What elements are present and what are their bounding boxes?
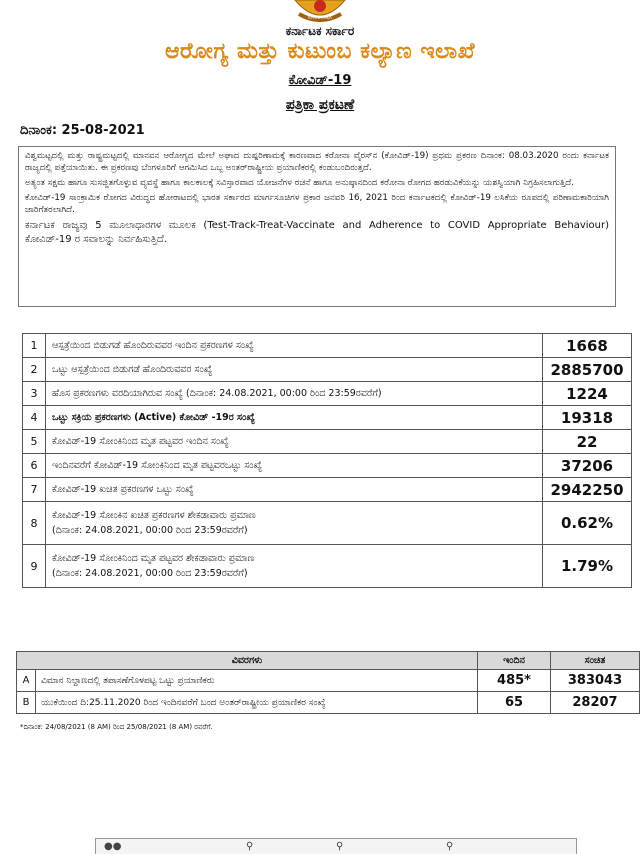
row-value: 19318 [543, 406, 632, 430]
table-row [23, 478, 632, 502]
table-row [23, 382, 632, 406]
row-value: 0.62% [543, 502, 632, 545]
covid-statistics-table [22, 333, 632, 588]
today-header: ಇಂದಿನ [478, 652, 551, 670]
traveller-table [16, 651, 640, 714]
row-label: ಒಟ್ಟು ಆಸ್ಪತ್ರೆಯಿಂದ ಬಿಡುಗಡೆ ಹೊಂದಿರುವವರ ಸಂಖ್ಯೆ [46, 358, 543, 382]
table-header-row [17, 652, 640, 670]
intro-paragraph-4: ಕರ್ನಾಟಕ ರಾಜ್ಯವು 5 ಮೂಲಾಧಾರಗಳ ಮೂಲಕ (Test-Track-Treat-Vaccinate and Adherence to COVID Appropriate Behaviour) ಕೋವಿಡ್-19 ರ ಸವಾಲನ್ನು ನಿರ್ವಹಿಸುತ್ತಿದೆ. [25, 220, 609, 245]
table-row [23, 454, 632, 478]
figure-icon: ⚲ [336, 841, 344, 852]
row-value: 2885700 [543, 358, 632, 382]
government-name: ಕರ್ನಾಟಕ ಸರ್ಕಾರ [285, 24, 355, 38]
row-number: 6 [23, 454, 46, 478]
row-value: 1224 [543, 382, 632, 406]
footer-banner-partial [95, 838, 577, 854]
row-value: 2942250 [543, 478, 632, 502]
intro-paragraph-3: ಕೋವಿಡ್-19 ಸಾಂಕ್ರಾಮಿಕ ರೋಗದ ವಿರುದ್ಧದ ಹೋರಾಟದಲ್ಲಿ ಭಾರತ ಸರ್ಕಾರದ ಮಾರ್ಗಸೂಚಿಗಳ ಪ್ರಕಾರ ಜನವರಿ 16, 2021 ರಿಂದ ಕರ್ನಾಟಕದಲ್ಲಿ ಕೋವಿಡ್-19 ಲಸಿಕೆಯ ರೂಪದಲ್ಲಿ ಪರಿಣಾಮಕಾರಿಯಾಗಿ ಜಾರಿಗೆತರಲಾಗಿದೆ. [25, 193, 609, 215]
row-number: 2 [23, 358, 46, 382]
footnote: *ದಿನಾಂಕ: 24/08/2021 (8 AM) ರಿಂದ 25/08/2021 (8 AM) ರವರೆಗೆ. [20, 723, 213, 731]
table-row [23, 430, 632, 454]
department-title: ಆರೋಗ್ಯ ಮತ್ತು ಕುಟುಂಬ ಕಲ್ಯಾಣ ಇಲಾಖೆ [164, 39, 476, 64]
table-row [17, 670, 640, 692]
row-cumulative: 28207 [551, 692, 640, 714]
intro-box [18, 146, 616, 307]
row-label: ಆಸ್ಪತ್ರೆಯಿಂದ ಬಿಡುಗಡೆ ಹೊಂದಿರುವವರ ಇಂದಿನ ಪ್ರಕರಣಗಳ ಸಂಖ್ಯೆ [46, 334, 543, 358]
intro-paragraph-1: ವಿಶ್ವಮಟ್ಟದಲ್ಲಿ ಮತ್ತು ರಾಷ್ಟ್ರಮಟ್ಟದಲ್ಲಿ ಮಾನವನ ಆರೋಗ್ಯದ ಮೇಲೆ ಅಘಾದ ದುಷ್ಪರಿಣಾಮಕ್ಕೆ ಕಾರಣವಾದ ಕರೋನಾ ವೈರಸ್‌ನ (ಕೋವಿಡ್-19) ಪ್ರಥಮ ಪ್ರಕರಣ ದಿನಾಂಕ: 08.03.2020 ರಂದು ಕರ್ನಾಟಕ ರಾಜ್ಯದಲ್ಲಿ ಪತ್ತೆಯಾಯಿತು. ಈ ಪ್ರಕರಣವು ಬೆಂಗಳೂರಿಗೆ ಆಗಮಿಸಿದ ಒಬ್ಬ ಅಂತರ್‌ರಾಷ್ಟ್ರೀಯ ಪ್ರಯಾಣಿಕರಲ್ಲಿ ಕಂಡುಬಂದಿರುತ್ತದೆ. [25, 151, 609, 173]
row-number: 8 [23, 502, 46, 545]
state-emblem [285, 0, 355, 22]
row-number: 3 [23, 382, 46, 406]
emblem-text: KARNATAKA [308, 15, 332, 20]
table-row [23, 406, 632, 430]
bulletin-date: ದಿನಾಂಕ: 25-08-2021 [20, 123, 145, 138]
row-value: 1668 [543, 334, 632, 358]
table-row [23, 545, 632, 588]
row-label: ಹೊಸ ಪ್ರಕರಣಗಳು ವರದಿಯಾಗಿರುವ ಸಂಖ್ಯೆ [52, 388, 183, 399]
cumulative-header: ಸಂಚಿತ [551, 652, 640, 670]
row-label-date: (ದಿನಾಂಕ: 24.08.2021, 00:00 ರಿಂದ 23:59ರವರೆಗೆ) [52, 568, 248, 579]
row-value: 1.79% [543, 545, 632, 588]
row-id: A [17, 670, 36, 692]
row-label: ಯುಕೆಯಿಂದ ದಿ:25.11.2020 ರಿಂದ ಇಂದಿನವರೆಗೆ ಬಂದ ಅಂತರ್‌ರಾಷ್ಟ್ರೀಯ ಪ್ರಯಾಣಿಕರ ಸಂಖ್ಯೆ [36, 692, 478, 714]
table-row [23, 502, 632, 545]
row-label: ವಿಮಾನ ನಿಲ್ದಾಣದಲ್ಲಿ ತಪಾಸಣೆಗೊಳಪಟ್ಟ ಒಟ್ಟು ಪ್ರಯಾಣಿಕರು [36, 670, 478, 692]
row-cumulative: 383043 [551, 670, 640, 692]
row-today: 485* [478, 670, 551, 692]
row-number: 4 [23, 406, 46, 430]
table-row [23, 358, 632, 382]
people-icon: ●● [104, 841, 122, 852]
figure-icon: ⚲ [446, 841, 454, 852]
table-row [23, 334, 632, 358]
row-number: 1 [23, 334, 46, 358]
row-id: B [17, 692, 36, 714]
row-value: 37206 [543, 454, 632, 478]
row-label: ಕೋವಿಡ್-19 ಸೋಂಕಿನಿಂದ ಮೃತ ಪಟ್ಟವರ ಇಂದಿನ ಸಂಖ್ಯೆ [46, 430, 543, 454]
table-row [17, 692, 640, 714]
row-label: ಕೋವಿಡ್-19 ಖಚಿತ ಪ್ರಕರಣಗಳ ಒಟ್ಟು ಸಂಖ್ಯೆ [46, 478, 543, 502]
press-note-heading: ಪತ್ರಿಕಾ ಪ್ರಕಟಣೆ [285, 97, 355, 113]
row-number: 9 [23, 545, 46, 588]
row-label-date: (ದಿನಾಂಕ: 24.08.2021, 00:00 ರಿಂದ 23:59ರವರೆಗೆ) [52, 525, 248, 536]
details-header: ವಿವರಗಳು [17, 652, 478, 670]
figure-icon: ⚲ [246, 841, 254, 852]
covid-heading: ಕೋವಿಡ್-19 [288, 73, 352, 88]
intro-paragraph-2: ಅತ್ಯಂತ ಸಕ್ಷಮ ಹಾಗೂ ಸುಸಜ್ಜಿತಗೊಳ್ಳುವ ವ್ಯವಸ್ಥೆ ಹಾಗೂ ಕಾಲಕಾಲಕ್ಕೆ ಸವಿಸ್ತಾರವಾದ ಯೋಜನೆಗಳ ರಚನೆ ಹಾಗೂ ಅನುಷ್ಠಾನದಿಂದ ಕರೋನಾ ರೋಗದ ಹರಡುವಿಕೆಯನ್ನು ಯಶಸ್ವಿಯಾಗಿ ನಿಗ್ರಹಿಸಲಾಗುತ್ತಿದೆ. [25, 178, 574, 188]
row-label: ಇಂದಿನವರೆಗೆ ಕೋವಿಡ್-19 ಸೋಂಕಿನಿಂದ ಮೃತ ಪಟ್ಟವರಒಟ್ಟು ಸಂಖ್ಯೆ [46, 454, 543, 478]
row-label-date: (ದಿನಾಂಕ: 24.08.2021, 00:00 ರಿಂದ 23:59ರವರೆಗೆ) [186, 388, 382, 399]
row-number: 7 [23, 478, 46, 502]
row-label: ಒಟ್ಟು ಸಕ್ರಿಯ ಪ್ರಕರಣಗಳು (Active) ಕೋವಿಡ್ -19ರ ಸಂಖ್ಯೆ [46, 406, 543, 430]
row-today: 65 [478, 692, 551, 714]
row-number: 5 [23, 430, 46, 454]
row-label: ಕೋವಿಡ್-19 ಸೋಂಕಿನಿಂದ ಮೃತ ಪಟ್ಟವರ ಶೇಕಡಾವಾರು ಪ್ರಮಾಣ [52, 553, 255, 564]
row-label: ಕೋವಿಡ್-19 ಸೋಂಕಿನ ಖಚಿತ ಪ್ರಕರಣಗಳ ಶೇಕಡಾವಾರು ಪ್ರಮಾಣ [52, 510, 256, 521]
row-value: 22 [543, 430, 632, 454]
